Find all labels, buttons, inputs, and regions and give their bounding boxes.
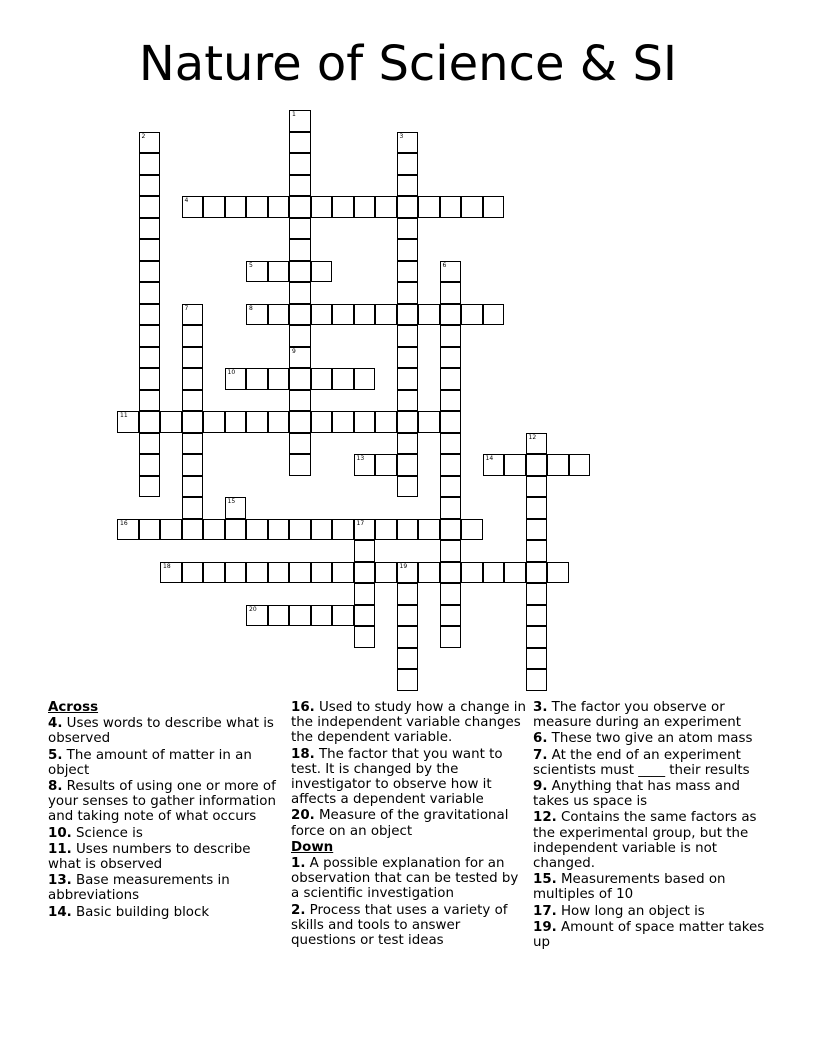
grid-cell[interactable] <box>289 218 311 240</box>
clue-number: 15 <box>227 498 236 505</box>
grid-cell[interactable] <box>246 605 268 627</box>
clue-item-text: The factor that you want to test. It is changed by the investigator to observe how it affects a dependent variable <box>291 746 503 808</box>
grid-cell[interactable] <box>418 196 440 218</box>
grid-cell[interactable] <box>397 669 419 691</box>
clue-item-number: 14. <box>48 904 72 920</box>
grid-cell[interactable] <box>569 454 591 476</box>
clue-number: 11 <box>120 412 128 419</box>
page-title: Nature of Science & SI <box>138 36 678 92</box>
clue-item-text: Process that uses a variety of skills and tools to answer questions or test ideas <box>291 902 508 949</box>
clue-item-number: 10. <box>48 825 72 841</box>
clue-item <box>48 873 284 903</box>
grid-cell[interactable] <box>440 411 462 433</box>
grid-cell[interactable] <box>117 411 139 433</box>
clue-item-text: The amount of matter in an object <box>48 747 252 778</box>
grid-cell[interactable] <box>311 519 333 541</box>
grid-cell[interactable] <box>418 304 440 326</box>
grid-cell[interactable] <box>203 519 225 541</box>
grid-cell[interactable] <box>182 476 204 498</box>
clue-number: 18 <box>163 562 171 570</box>
grid-cell[interactable] <box>397 648 419 670</box>
grid-cell[interactable] <box>139 218 161 240</box>
clue-item <box>533 748 769 778</box>
grid-cell[interactable] <box>440 497 462 519</box>
grid-cell[interactable] <box>526 519 548 541</box>
grid-cell[interactable] <box>246 304 268 326</box>
grid-cell[interactable] <box>440 304 462 326</box>
clue-item-text: Science is <box>71 825 143 841</box>
clue-item-number: 18. <box>291 746 315 762</box>
grid-cell[interactable] <box>289 562 311 584</box>
grid-cell[interactable] <box>397 347 419 369</box>
grid-cell[interactable] <box>526 562 548 584</box>
grid-cell[interactable] <box>440 433 462 455</box>
grid-cell[interactable] <box>354 562 376 584</box>
grid-cell[interactable] <box>203 562 225 584</box>
clue-heading-across: Across <box>48 700 99 715</box>
clue-column-3 <box>533 700 769 951</box>
grid-cell[interactable] <box>311 562 333 584</box>
grid-cell[interactable] <box>440 325 462 347</box>
grid-cell[interactable] <box>268 261 290 283</box>
clue-item <box>48 905 284 920</box>
grid-cell[interactable] <box>504 562 526 584</box>
clue-number: 6 <box>442 261 447 269</box>
grid-cell[interactable] <box>268 605 290 627</box>
grid-cell[interactable] <box>397 411 419 433</box>
grid-cell[interactable] <box>289 605 311 627</box>
grid-cell[interactable] <box>332 304 354 326</box>
grid-cell[interactable] <box>483 196 505 218</box>
clue-number: 8 <box>249 304 253 312</box>
grid-cell[interactable] <box>225 368 247 390</box>
grid-cell[interactable] <box>526 626 548 648</box>
clue-item-number: 12. <box>533 810 557 826</box>
grid-cell[interactable] <box>289 282 311 304</box>
grid-cell[interactable] <box>225 519 247 541</box>
grid-cell[interactable] <box>375 304 397 326</box>
clue-item-text: At the end of an experiment scientists must ____ their results <box>533 747 750 778</box>
clue-item-text: These two give an atom mass <box>547 731 753 747</box>
grid-cell[interactable] <box>397 519 419 541</box>
grid-cell[interactable] <box>397 454 419 476</box>
clue-item <box>48 716 284 746</box>
grid-cell[interactable] <box>225 562 247 584</box>
grid-cell[interactable] <box>289 153 311 175</box>
grid-cell[interactable] <box>354 304 376 326</box>
grid-cell[interactable] <box>526 605 548 627</box>
grid-cell[interactable] <box>182 433 204 455</box>
grid-cell[interactable] <box>461 196 483 218</box>
clue-item-text: Uses numbers to describe what is observed <box>48 841 251 873</box>
clue-item <box>48 826 284 841</box>
grid-cell[interactable] <box>311 411 333 433</box>
grid-cell[interactable] <box>440 626 462 648</box>
grid-cell[interactable] <box>375 519 397 541</box>
grid-cell[interactable] <box>289 368 311 390</box>
clue-item-number: 5. <box>48 747 63 763</box>
grid-cell[interactable] <box>203 196 225 218</box>
grid-cell[interactable] <box>139 239 161 261</box>
clue-number: 9 <box>292 347 296 355</box>
grid-cell[interactable] <box>440 347 462 369</box>
grid-cell[interactable] <box>311 368 333 390</box>
grid-cell[interactable] <box>139 153 161 175</box>
grid-cell[interactable] <box>483 562 505 584</box>
grid-cell[interactable] <box>526 476 548 498</box>
grid-cell[interactable] <box>397 368 419 390</box>
clue-number: 5 <box>249 261 253 269</box>
clue-number: 2 <box>141 132 146 140</box>
grid-cell[interactable] <box>440 261 462 283</box>
grid-cell[interactable] <box>139 476 161 498</box>
grid-cell[interactable] <box>139 261 161 283</box>
grid-cell[interactable] <box>504 454 526 476</box>
clue-item <box>533 731 769 746</box>
grid-cell[interactable] <box>354 196 376 218</box>
grid-cell[interactable] <box>547 562 569 584</box>
grid-cell[interactable] <box>139 368 161 390</box>
grid-cell[interactable] <box>117 519 139 541</box>
grid-cell[interactable] <box>332 196 354 218</box>
grid-cell[interactable] <box>139 519 161 541</box>
clue-item-number: 20. <box>291 808 315 824</box>
grid-cell[interactable] <box>440 605 462 627</box>
clue-item-text: Results of using one or more of your senses to gather information and taking note of what occurs <box>48 779 276 825</box>
grid-cell[interactable] <box>289 347 311 369</box>
grid-cell[interactable] <box>397 282 419 304</box>
clue-item-number: 6. <box>533 731 548 747</box>
grid-cell[interactable] <box>311 261 333 283</box>
clue-number: 12 <box>528 433 537 441</box>
grid-cell[interactable] <box>440 476 462 498</box>
grid-cell[interactable] <box>225 196 247 218</box>
grid-cell[interactable] <box>289 261 311 283</box>
grid-cell[interactable] <box>203 411 225 433</box>
grid-cell[interactable] <box>397 175 419 197</box>
clue-item-number: 3. <box>533 700 548 715</box>
grid-cell[interactable] <box>182 454 204 476</box>
grid-cell[interactable] <box>397 132 419 154</box>
clue-item <box>291 700 527 746</box>
grid-cell[interactable] <box>160 519 182 541</box>
grid-cell[interactable] <box>246 196 268 218</box>
clue-item <box>48 748 284 778</box>
grid-cell[interactable] <box>375 411 397 433</box>
clue-item <box>533 920 769 950</box>
clue-column-2 <box>291 700 527 949</box>
grid-cell[interactable] <box>397 605 419 627</box>
clue-number: 14 <box>485 455 494 462</box>
grid-cell[interactable] <box>440 562 462 584</box>
grid-cell[interactable] <box>397 583 419 605</box>
grid-cell[interactable] <box>311 304 333 326</box>
grid-cell[interactable] <box>225 497 247 519</box>
clue-item-text: Measure of the gravitational force on an object <box>291 808 509 839</box>
grid-cell[interactable] <box>160 411 182 433</box>
grid-cell[interactable] <box>547 454 569 476</box>
grid-cell[interactable] <box>139 132 161 154</box>
grid-cell[interactable] <box>461 562 483 584</box>
grid-cell[interactable] <box>289 239 311 261</box>
grid-cell[interactable] <box>311 605 333 627</box>
grid-cell[interactable] <box>139 390 161 412</box>
grid-cell[interactable] <box>139 304 161 326</box>
grid-cell[interactable] <box>397 153 419 175</box>
grid-cell[interactable] <box>354 626 376 648</box>
grid-cell[interactable] <box>139 454 161 476</box>
grid-cell[interactable] <box>246 368 268 390</box>
grid-cell[interactable] <box>182 304 204 326</box>
grid-cell[interactable] <box>332 605 354 627</box>
grid-cell[interactable] <box>332 519 354 541</box>
grid-cell[interactable] <box>526 433 548 455</box>
grid-cell[interactable] <box>461 304 483 326</box>
clue-column-1 <box>48 700 284 921</box>
clue-item-number: 1. <box>291 856 306 872</box>
clue-number: 3 <box>399 132 404 140</box>
grid-cell[interactable] <box>289 132 311 154</box>
grid-cell[interactable] <box>246 261 268 283</box>
grid-cell[interactable] <box>354 605 376 627</box>
grid-cell[interactable] <box>397 196 419 218</box>
clue-number: 7 <box>184 304 189 312</box>
grid-cell[interactable] <box>397 304 419 326</box>
grid-cell[interactable] <box>182 411 204 433</box>
clue-number: 10 <box>227 369 236 376</box>
grid-cell[interactable] <box>182 562 204 584</box>
grid-cell[interactable] <box>289 304 311 326</box>
grid-cell[interactable] <box>139 282 161 304</box>
clue-number: 17 <box>356 519 365 527</box>
clue-heading-down: Down <box>291 839 334 855</box>
clue-item-number: 15. <box>533 872 557 888</box>
clue-item <box>291 747 527 808</box>
grid-cell[interactable] <box>354 583 376 605</box>
clue-item-text: Base measurements in abbreviations <box>48 873 230 904</box>
grid-cell[interactable] <box>375 454 397 476</box>
clue-item-text: The factor you observe or measure during an experiment <box>533 700 741 731</box>
clue-item <box>48 842 284 872</box>
grid-cell[interactable] <box>139 411 161 433</box>
grid-cell[interactable] <box>397 626 419 648</box>
grid-cell[interactable] <box>483 454 505 476</box>
grid-cell[interactable] <box>289 390 311 412</box>
grid-cell[interactable] <box>440 390 462 412</box>
grid-cell[interactable] <box>139 175 161 197</box>
grid-cell[interactable] <box>268 304 290 326</box>
grid-cell[interactable] <box>268 368 290 390</box>
grid-cell[interactable] <box>397 433 419 455</box>
grid-cell[interactable] <box>526 669 548 691</box>
grid-cell[interactable] <box>354 519 376 541</box>
grid-cell[interactable] <box>526 497 548 519</box>
grid-cell[interactable] <box>289 454 311 476</box>
grid-cell[interactable] <box>139 347 161 369</box>
clue-item <box>533 700 769 730</box>
clue-item-number: 16. <box>291 700 315 715</box>
grid-cell[interactable] <box>289 196 311 218</box>
grid-cell[interactable] <box>397 261 419 283</box>
clue-item-text: Amount of space matter takes up <box>533 919 765 951</box>
clue-item-text: Measurements based on multiples of 10 <box>533 872 726 903</box>
grid-cell[interactable] <box>182 497 204 519</box>
grid-cell[interactable] <box>354 540 376 562</box>
clue-item-text: A possible explanation for an observation that can be tested by a scientific investigation <box>291 856 519 902</box>
grid-cell[interactable] <box>332 411 354 433</box>
grid-cell[interactable] <box>526 454 548 476</box>
clue-item-text: Basic building block <box>71 904 210 920</box>
grid-cell[interactable] <box>289 411 311 433</box>
grid-cell[interactable] <box>246 411 268 433</box>
grid-cell[interactable] <box>375 196 397 218</box>
grid-cell[interactable] <box>483 304 505 326</box>
clue-number: 20 <box>249 605 257 613</box>
grid-cell[interactable] <box>139 325 161 347</box>
grid-cell[interactable] <box>139 433 161 455</box>
grid-cell[interactable] <box>526 583 548 605</box>
grid-cell[interactable] <box>397 218 419 240</box>
grid-cell[interactable] <box>160 562 182 584</box>
grid-cell[interactable] <box>440 368 462 390</box>
clue-item-number: 8. <box>48 779 63 795</box>
grid-cell[interactable] <box>311 196 333 218</box>
grid-cell[interactable] <box>289 175 311 197</box>
grid-cell[interactable] <box>246 519 268 541</box>
clue-number: 19 <box>399 562 408 570</box>
clue-item-number: 19. <box>533 919 557 935</box>
grid-cell[interactable] <box>354 454 376 476</box>
grid-cell[interactable] <box>418 411 440 433</box>
clue-item-number: 13. <box>48 873 72 889</box>
grid-cell[interactable] <box>139 196 161 218</box>
clue-item-number: 2. <box>291 902 306 918</box>
grid-cell[interactable] <box>397 325 419 347</box>
grid-cell[interactable] <box>397 476 419 498</box>
clue-item-number: 9. <box>533 779 548 795</box>
clue-item <box>291 856 527 902</box>
clue-item-text: Anything that has mass and takes us space is <box>533 779 740 810</box>
grid-cell[interactable] <box>225 411 247 433</box>
clue-item-text: Used to study how a change in the independent variable changes the dependent variable. <box>291 700 526 746</box>
grid-cell[interactable] <box>440 540 462 562</box>
grid-cell[interactable] <box>461 519 483 541</box>
grid-cell[interactable] <box>418 562 440 584</box>
clue-item-text: How long an object is <box>556 903 705 919</box>
clue-item-text: Uses words to describe what is observed <box>48 716 274 747</box>
grid-cell[interactable] <box>182 325 204 347</box>
grid-cell[interactable] <box>182 196 204 218</box>
clue-item-number: 4. <box>48 716 63 732</box>
grid-cell[interactable] <box>289 325 311 347</box>
clue-item <box>533 904 769 919</box>
grid-cell[interactable] <box>526 540 548 562</box>
grid-cell[interactable] <box>397 239 419 261</box>
clue-item-number: 11. <box>48 841 72 857</box>
grid-cell[interactable] <box>268 519 290 541</box>
clue-item <box>533 872 769 902</box>
grid-cell[interactable] <box>332 562 354 584</box>
clue-item-number: 17. <box>533 903 557 919</box>
grid-cell[interactable] <box>440 454 462 476</box>
grid-cell[interactable] <box>354 411 376 433</box>
grid-cell[interactable] <box>268 562 290 584</box>
clue-item-number: 7. <box>533 747 548 763</box>
grid-cell[interactable] <box>289 110 311 132</box>
clue-item <box>291 808 527 838</box>
clue-item <box>533 810 769 871</box>
grid-cell[interactable] <box>289 519 311 541</box>
grid-cell[interactable] <box>397 390 419 412</box>
grid-cell[interactable] <box>268 411 290 433</box>
grid-cell[interactable] <box>440 519 462 541</box>
clue-item <box>291 903 527 949</box>
grid-cell[interactable] <box>526 648 548 670</box>
clue-number: 4 <box>184 197 189 204</box>
grid-cell[interactable] <box>397 562 419 584</box>
grid-cell[interactable] <box>418 519 440 541</box>
grid-cell[interactable] <box>289 433 311 455</box>
grid-cell[interactable] <box>440 282 462 304</box>
grid-cell[interactable] <box>354 368 376 390</box>
clue-item <box>48 779 284 825</box>
grid-cell[interactable] <box>182 368 204 390</box>
grid-cell[interactable] <box>246 562 268 584</box>
clue-number: 1 <box>292 111 296 118</box>
grid-cell[interactable] <box>332 368 354 390</box>
grid-cell[interactable] <box>375 562 397 584</box>
grid-cell[interactable] <box>182 390 204 412</box>
grid-cell[interactable] <box>440 196 462 218</box>
grid-cell[interactable] <box>440 583 462 605</box>
clue-item <box>533 779 769 809</box>
clue-number: 16 <box>120 519 128 527</box>
clue-number: 13 <box>356 455 365 462</box>
grid-cell[interactable] <box>182 519 204 541</box>
grid-cell[interactable] <box>268 196 290 218</box>
clue-item-text: Contains the same factors as the experimental group, but the independent variable is not changed. <box>533 810 757 872</box>
grid-cell[interactable] <box>182 347 204 369</box>
